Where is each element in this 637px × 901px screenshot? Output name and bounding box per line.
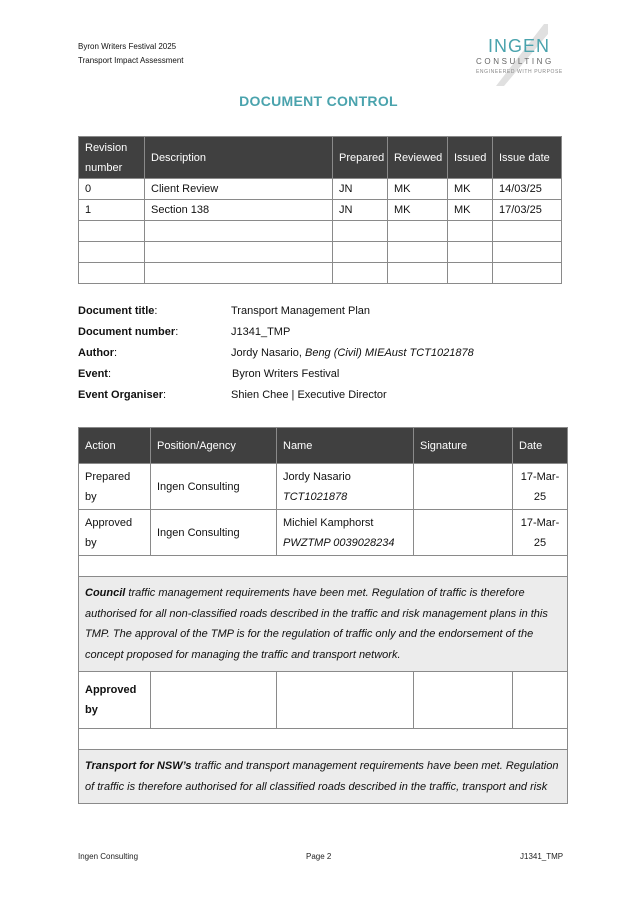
footer-page-number: Page 2 <box>306 852 332 861</box>
table-cell <box>79 221 145 242</box>
revision-header-cell: Issue date <box>493 137 562 179</box>
agency-cell: Ingen Consulting <box>151 464 277 510</box>
table-cell: Section 138 <box>145 200 333 221</box>
meta-label: Document number: <box>78 326 179 338</box>
agency-cell <box>151 672 277 729</box>
person-id: PWZTMP 0039028234 <box>283 536 395 549</box>
approved-by-line: by <box>85 704 98 716</box>
tfnsw-note-text: traffic and transport management requirements have been met. Regulation of traffic is therefore authorised for all classified roads described in the traffic, transport and risk <box>85 760 559 793</box>
table-cell <box>388 221 448 242</box>
person-name: Michiel Kamphorst <box>283 516 374 529</box>
table-cell <box>493 263 562 284</box>
tfnsw-note-row <box>79 750 568 804</box>
table-cell <box>448 221 493 242</box>
author-name: Jordy Nasario, <box>231 347 305 359</box>
approval-header-cell: Action <box>79 428 151 464</box>
table-cell: 17/03/25 <box>493 200 562 221</box>
table-row <box>79 510 568 556</box>
person-id: TCT1021878 <box>283 490 348 503</box>
date-line: 25 <box>533 490 547 503</box>
table-cell: 0 <box>79 179 145 200</box>
date-cell <box>513 464 568 510</box>
date-line: 17-Mar- <box>520 470 560 483</box>
table-cell: MK <box>448 200 493 221</box>
table-row <box>79 242 562 263</box>
signature-cell <box>414 464 513 510</box>
revision-table <box>78 136 562 284</box>
date-line: 17-Mar- <box>520 516 560 529</box>
action-cell: Approved by <box>79 510 151 556</box>
table-cell <box>333 242 388 263</box>
approval-header-cell: Signature <box>414 428 513 464</box>
meta-label: Event Organiser: <box>78 389 167 401</box>
revision-header-row <box>79 137 562 179</box>
revision-header-cell: Prepared <box>333 137 388 179</box>
footer-doc-number: J1341_TMP <box>520 852 564 861</box>
signature-cell <box>414 672 513 729</box>
table-cell <box>333 263 388 284</box>
agency-cell: Ingen Consulting <box>151 510 277 556</box>
table-cell: JN <box>333 179 388 200</box>
spacer-row <box>79 729 568 750</box>
meta-label-text: Document title <box>78 305 155 317</box>
table-cell <box>145 242 333 263</box>
tfnsw-note-bold: Transport for NSW’s <box>85 760 192 772</box>
page-title: DOCUMENT CONTROL <box>239 93 398 109</box>
table-cell <box>79 263 145 284</box>
council-note <box>79 577 568 672</box>
meta-value: Shien Chee | Executive Director <box>231 389 387 401</box>
name-cell <box>277 510 414 556</box>
approval-header-cell: Position/Agency <box>151 428 277 464</box>
logo-sub: CONSULTING <box>476 57 554 66</box>
table-cell: 1 <box>79 200 145 221</box>
header-event-line: Byron Writers Festival 2025 <box>78 42 177 51</box>
company-logo <box>474 24 566 88</box>
table-cell: MK <box>388 179 448 200</box>
author-qualifications: Beng (Civil) MIEAust TCT1021878 <box>304 347 474 359</box>
spacer-row <box>79 556 568 577</box>
logo-name: INGEN <box>488 36 551 56</box>
name-cell <box>277 672 414 729</box>
revision-header-cell: Issued <box>448 137 493 179</box>
table-cell <box>448 263 493 284</box>
table-cell: MK <box>448 179 493 200</box>
logo-tagline: ENGINEERED WITH PURPOSE <box>476 69 563 75</box>
meta-value: J1341_TMP <box>231 326 291 338</box>
meta-value: Byron Writers Festival <box>232 368 340 380</box>
spacer-cell <box>79 729 568 750</box>
table-row <box>79 263 562 284</box>
table-cell <box>388 242 448 263</box>
council-note-text: traffic management requirements have been met. Regulation of traffic is therefore authorised for all non-classified roads described in the traffic and risk management plans in this TMP. The approval of the TMP is for the regulation of traffic only and the endorsement of the concept proposed for managing the traffic and transport network. <box>85 587 548 661</box>
tfnsw-note <box>79 750 568 804</box>
approval-header-row <box>79 428 568 464</box>
meta-label: Event: <box>78 368 112 380</box>
meta-label-text: Event Organiser <box>78 389 163 401</box>
table-cell: MK <box>388 200 448 221</box>
approved-by-line: Approved <box>85 684 137 696</box>
meta-label-text: Author <box>78 347 115 359</box>
date-cell <box>513 672 568 729</box>
meta-label: Document title: <box>78 305 158 317</box>
table-row <box>79 179 562 200</box>
revision-header-cell: Reviewed <box>388 137 448 179</box>
table-cell <box>493 242 562 263</box>
action-cell: Prepared by <box>79 464 151 510</box>
table-row <box>79 200 562 221</box>
table-cell: JN <box>333 200 388 221</box>
date-cell <box>513 510 568 556</box>
table-cell <box>79 242 145 263</box>
table-cell <box>448 242 493 263</box>
approval-header-cell: Date <box>513 428 568 464</box>
council-note-bold: Council <box>85 587 126 599</box>
table-cell <box>145 263 333 284</box>
approval-header-cell: Name <box>277 428 414 464</box>
meta-value <box>231 347 474 359</box>
table-cell <box>388 263 448 284</box>
council-note-row <box>79 577 568 672</box>
table-cell <box>333 221 388 242</box>
footer-company: Ingen Consulting <box>78 852 139 861</box>
revision-header-cell: Description <box>145 137 333 179</box>
signature-cell <box>414 510 513 556</box>
table-cell: 14/03/25 <box>493 179 562 200</box>
table-cell <box>493 221 562 242</box>
meta-label-text: Document number <box>78 326 176 338</box>
revision-header-cell: Revision number <box>79 137 145 179</box>
approved-by-cell <box>79 672 151 729</box>
person-name: Jordy Nasario <box>283 470 351 483</box>
meta-label-text: Event <box>78 368 108 380</box>
table-row <box>79 221 562 242</box>
approval-table <box>78 427 568 804</box>
meta-label: Author: <box>78 347 118 359</box>
table-cell <box>145 221 333 242</box>
table-cell: Client Review <box>145 179 333 200</box>
table-row <box>79 464 568 510</box>
meta-value: Transport Management Plan <box>231 305 370 317</box>
date-line: 25 <box>533 536 547 549</box>
name-cell <box>277 464 414 510</box>
council-approval-row <box>79 672 568 729</box>
header-report-line: Transport Impact Assessment <box>78 56 184 65</box>
spacer-cell <box>79 556 568 577</box>
